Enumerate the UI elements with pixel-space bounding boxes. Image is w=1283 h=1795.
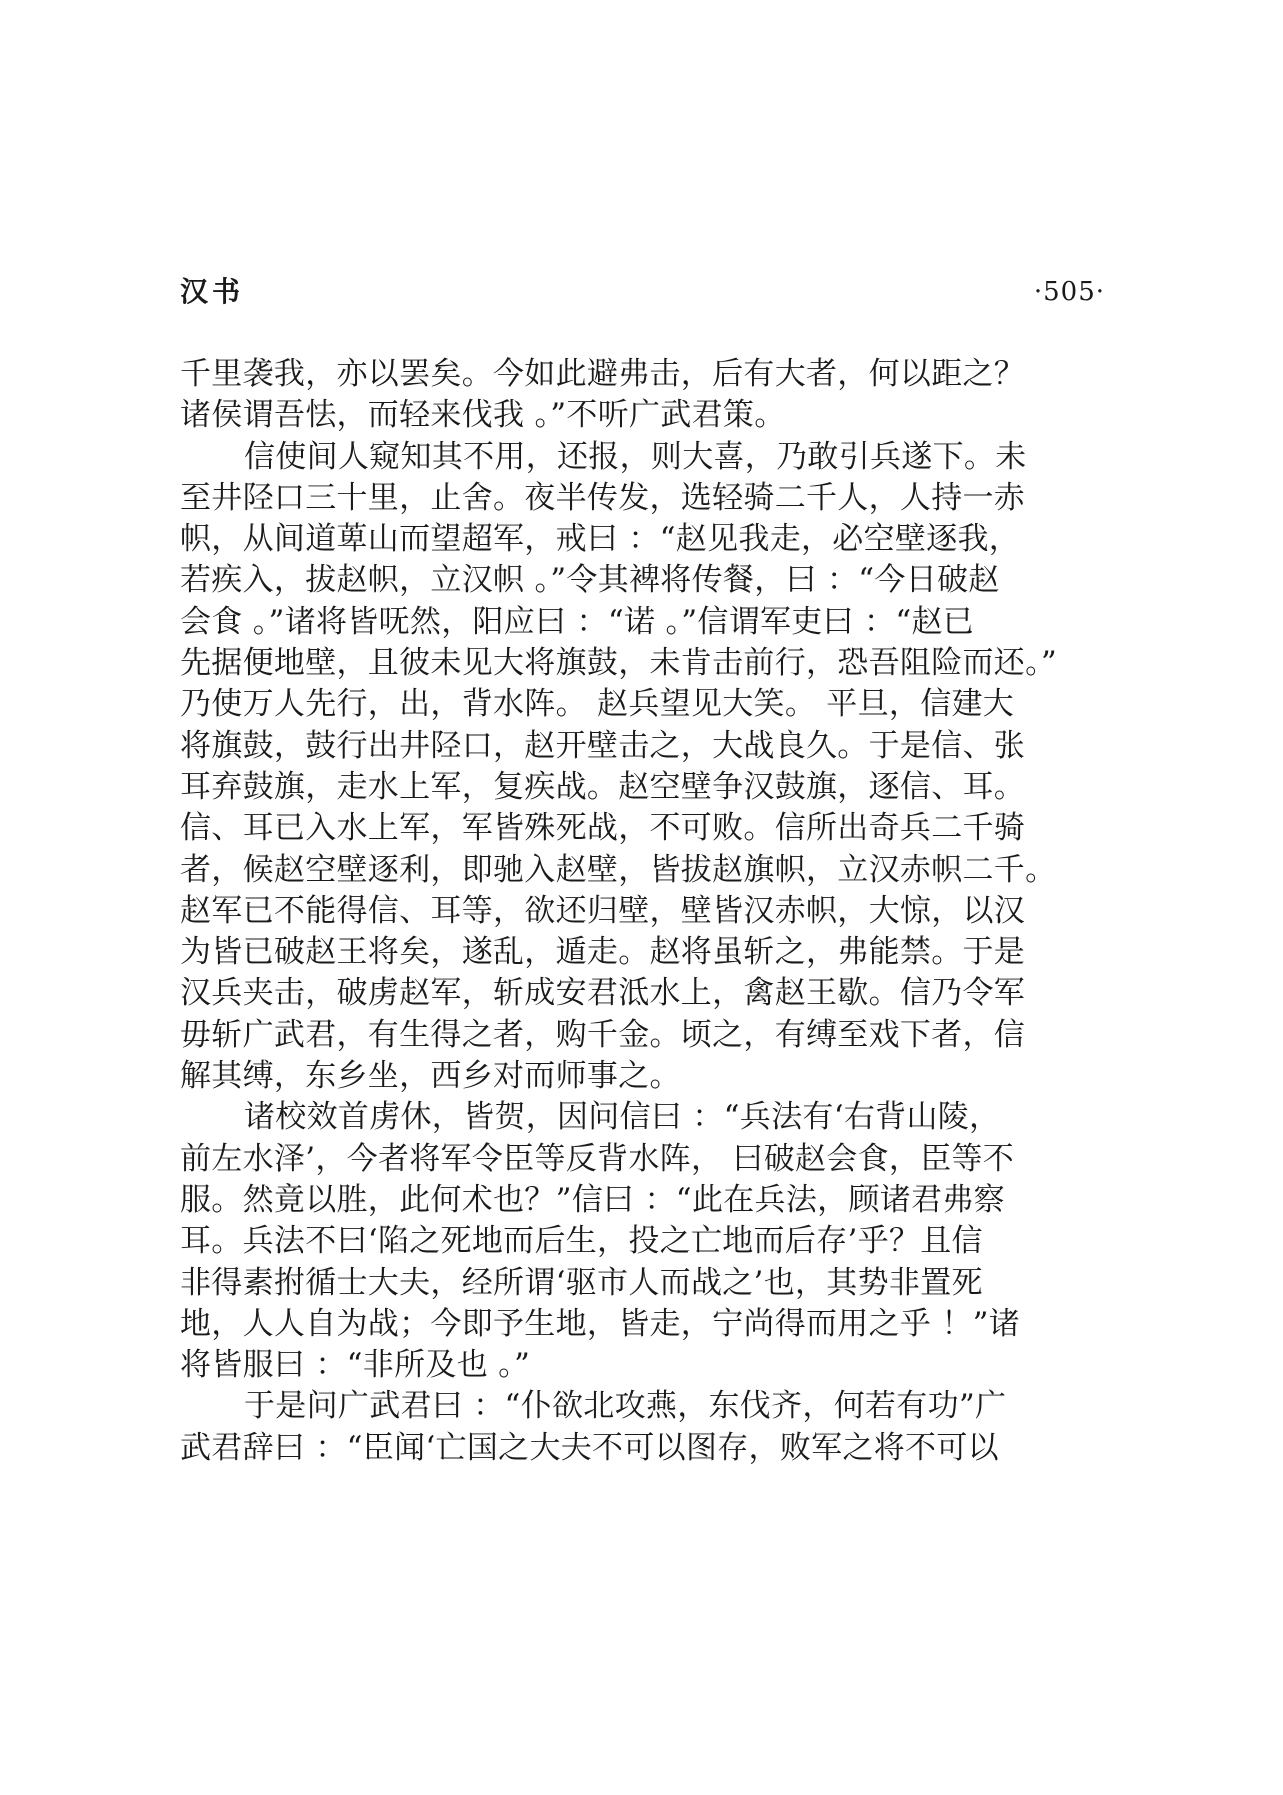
text-line: 信使间人窥知其不用，还报，则大喜，乃敢引兵遂下。未 bbox=[244, 438, 1027, 475]
text-line: 非得素拊循士大夫，经所谓‘驱市人而战之’也，其势非置死 bbox=[180, 1264, 983, 1301]
running-header bbox=[180, 272, 1103, 312]
text-line: 将皆服曰 ：“非所及也 。” bbox=[180, 1347, 531, 1384]
text-line: 千里袭我，亦以罢矣。今如此避弗击，后有大者，何以距之？ bbox=[180, 356, 1026, 392]
text-line: 至井陉口三十里，止舍。夜半传发，选轻骑二千人，人持一赤 bbox=[180, 479, 1026, 516]
text-line: 先据便地壁，且彼未见大将旗鼓，未肯击前行，恐吾阻险而还。” bbox=[180, 645, 1058, 682]
text-line: 为皆已破赵王将矣，遂乱，遁走。赵将虽斩之，弗能禁。于是 bbox=[180, 934, 1026, 971]
text-line: 若疾入，拔赵帜，立汉帜 。”令其裨将传餐，曰 ：“今日破赵 bbox=[180, 562, 1000, 599]
text-line: 于是问广武君曰 ：“仆欲北攻燕，东伐齐，何若有功”广 bbox=[244, 1388, 1007, 1425]
text-line: 帜，从间道萆山而望超军，戒曰 ：“赵见我走，必空壁逐我， bbox=[180, 521, 1021, 558]
text-line: 服。然竟以胜，此何术也？”信曰 ：“此在兵法，顾诸君弗察 bbox=[180, 1181, 1005, 1218]
text-line: 者，候赵空壁逐利，即驰入赵壁，皆拔赵旗帜，立汉赤帜二千。 bbox=[180, 851, 1057, 888]
text-line: 将旗鼓，鼓行出井陉口，赵开壁击之，大战良久。于是信、张 bbox=[180, 727, 1026, 764]
text-line: 汉兵夹击，破虏赵军，斩成安君泜水上，禽赵王歇。信乃令军 bbox=[180, 975, 1026, 1012]
text-line: 会食 。”诸将皆呒然，阳应曰 ：“诺 。”信谓军吏曰 ：“赵已 bbox=[180, 603, 975, 640]
text-line: 信、耳已入水上军，军皆殊死战，不可败。信所出奇兵二千骑 bbox=[180, 810, 1026, 847]
text-line: 前左水泽’，今者将军令臣等反背水阵， 曰破赵会食，臣等不 bbox=[180, 1140, 1015, 1177]
text-line: 武君辞曰 ：“臣闻‘亡国之大夫不可以图存，败军之将不可以 bbox=[180, 1429, 999, 1466]
text-line: 诸侯谓吾怯，而轻来伐我 。”不听广武君策。 bbox=[180, 397, 786, 434]
text-line: 解其缚，东乡坐，西乡对而师事之。 bbox=[180, 1058, 681, 1095]
text-line: 乃使万人先行，出，背水阵。 赵兵望见大笑。 平旦，信建大 bbox=[180, 686, 1015, 723]
book-title: 汉书 bbox=[180, 275, 245, 308]
text-line: 耳。兵法不曰‘陷之死地而后生，投之亡地而后存’乎？且信 bbox=[180, 1223, 983, 1260]
text-line: 地，人人自为战；今即予生地，皆走，宁尚得而用之乎 ！”诸 bbox=[180, 1305, 1021, 1342]
text-line: 耳弃鼓旗，走水上军，复疾战。赵空壁争汉鼓旗，逐信、耳。 bbox=[180, 768, 1026, 805]
text-line: 诸校效首虏休，皆贺，因问信曰 ：“兵法有‘右背山陵， bbox=[244, 1099, 1001, 1136]
text-line: 赵军已不能得信、耳等，欲还归壁，壁皆汉赤帜，大惊，以汉 bbox=[180, 892, 1026, 929]
text-line: 毋斩广武君，有生得之者，购千金。顷之，有缚至戏下者，信 bbox=[180, 1016, 1026, 1053]
body-text bbox=[180, 354, 1115, 1469]
page-number: ·505· bbox=[1033, 277, 1105, 307]
